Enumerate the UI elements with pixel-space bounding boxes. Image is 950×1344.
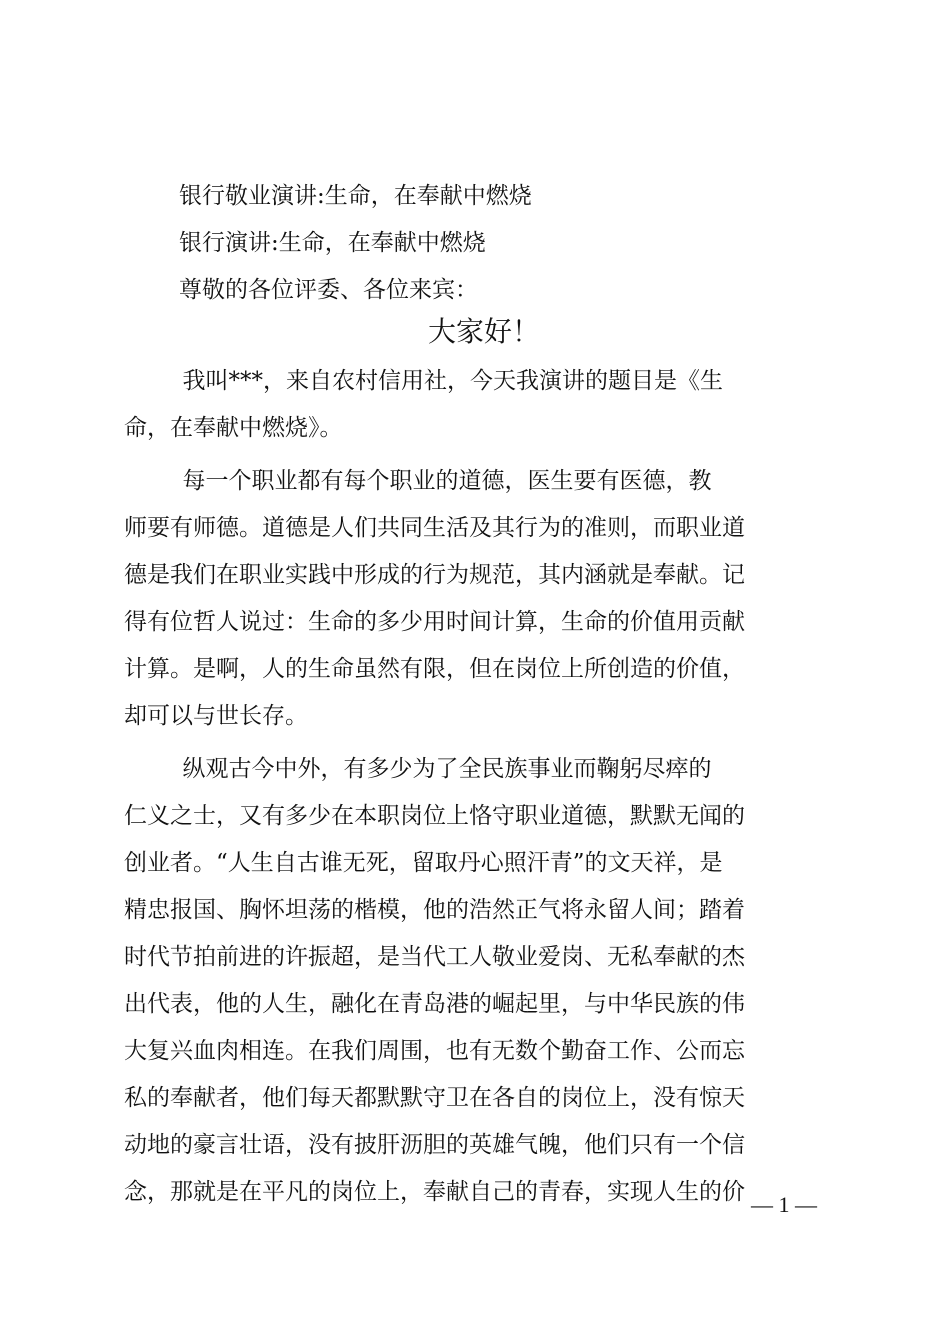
body-line: 却可以与世长存。 [124,703,308,729]
body-line: 每一个职业都有每个职业的道德，医生要有医德，教 [124,468,712,494]
body-line: 仁义之士，又有多少在本职岗位上恪守职业道德，默默无闻的 [124,803,745,829]
body-line: 大复兴血肉相连。在我们周围，也有无数个勤奋工作、公而忘 [124,1038,745,1064]
body-line: 动地的豪言壮语，没有披肝沥胆的英雄气魄，他们只有一个信 [124,1132,745,1158]
title-line-1: 银行敬业演讲:生命，在奉献中燃烧 [179,183,532,209]
salutation-line: 尊敬的各位评委、各位来宾： [179,277,478,303]
body-line: 创业者。“人生自古谁无死，留取丹心照汗青”的文天祥，是 [124,850,723,876]
body-line: 得有位哲人说过：生命的多少用时间计算，生命的价值用贡献 [124,609,745,635]
body-line: 计算。是啊，人的生命虽然有限，但在岗位上所创造的价值， [124,656,745,682]
body-line: 德是我们在职业实践中形成的行为规范，其内涵就是奉献。记 [124,562,745,588]
title-line-2: 银行演讲:生命，在奉献中燃烧 [179,230,486,256]
body-line: 精忠报国、胸怀坦荡的楷模，他的浩然正气将永留人间；踏着 [124,897,745,923]
body-text [124,358,824,1216]
body-line: 时代节拍前进的许振超，是当代工人敬业爱岗、无私奉献的杰 [124,944,745,970]
body-line: 出代表，他的人生，融化在青岛港的崛起里，与中华民族的伟 [124,991,745,1017]
body-line: 命，在奉献中燃烧》。 [124,415,343,441]
greeting-block [124,305,824,359]
body-line: 我叫***，来自农村信用社，今天我演讲的题目是《生 [124,368,723,394]
greeting: 大家好！ [427,315,540,348]
heading-block [124,173,824,314]
body-line: 念，那就是在平凡的岗位上，奉献自己的青春，实现人生的价 [124,1179,745,1205]
body-line: 师要有师德。道德是人们共同生活及其行为的准则，而职业道 [124,515,745,541]
page-number: — 1 — [751,1192,817,1217]
body-line: 纵观古今中外，有多少为了全民族事业而鞠躬尽瘁的 [124,756,712,782]
body-line: 私的奉献者，他们每天都默默守卫在各自的岗位上，没有惊天 [124,1085,745,1111]
